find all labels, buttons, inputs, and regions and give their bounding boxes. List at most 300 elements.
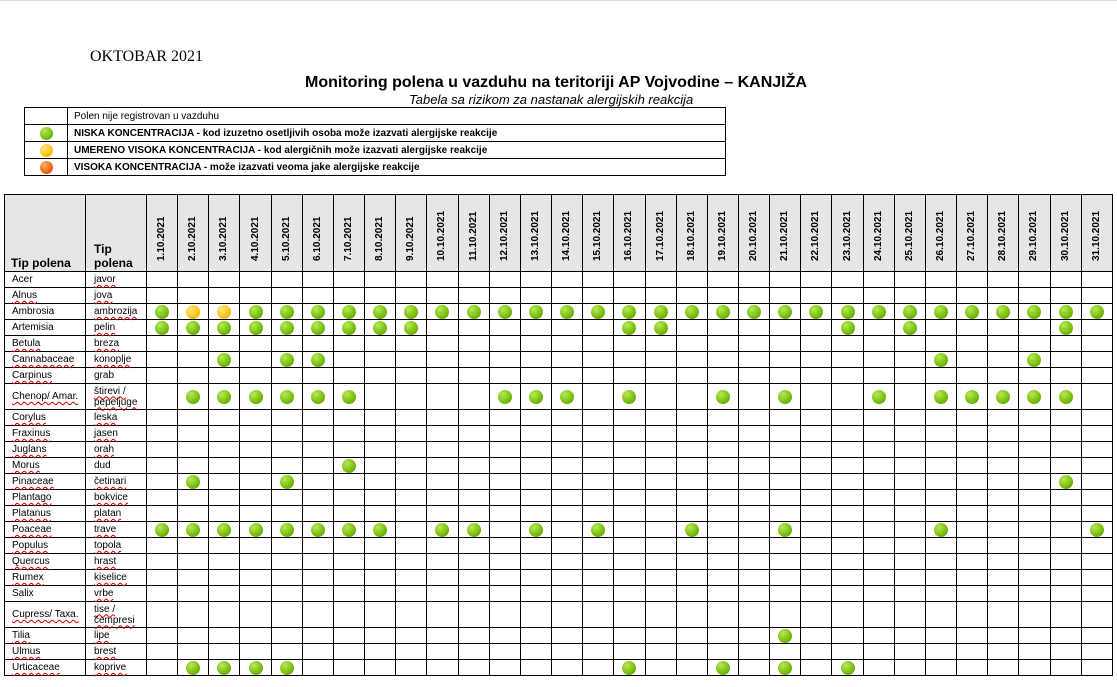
day-cell (552, 320, 583, 336)
day-cell (645, 586, 676, 602)
pollen-local-name (86, 644, 147, 660)
day-cell (1081, 586, 1112, 602)
day-cell (957, 554, 988, 570)
day-cell (645, 644, 676, 660)
report-month: OKTOBAR 2021 (90, 48, 204, 65)
day-cell (365, 522, 396, 538)
day-cell (863, 602, 894, 628)
date-label: 28.10.2021 (997, 210, 1009, 261)
day-cell (894, 522, 925, 538)
day-cell (925, 660, 956, 676)
day-cell (614, 644, 645, 660)
day-cell (302, 442, 333, 458)
day-cell (894, 442, 925, 458)
pollen-local-name (86, 506, 147, 522)
day-cell (489, 272, 520, 288)
day-cell (302, 352, 333, 368)
day-cell (614, 384, 645, 410)
day-cell (489, 660, 520, 676)
day-cell (552, 490, 583, 506)
day-cell (801, 602, 832, 628)
day-cell (147, 410, 178, 426)
pollen-local-name (86, 288, 147, 304)
low-concentration-dot-icon (560, 390, 574, 404)
day-cell (302, 410, 333, 426)
day-cell (302, 490, 333, 506)
pollen-latin-name (5, 410, 86, 426)
day-cell (209, 320, 240, 336)
pollen-latin-text: Acer (12, 274, 33, 285)
day-cell (240, 320, 271, 336)
day-cell (147, 272, 178, 288)
day-cell (770, 554, 801, 570)
day-cell (458, 586, 489, 602)
pollen-latin-name (5, 288, 86, 304)
day-cell (738, 304, 769, 320)
day-cell (1050, 336, 1081, 352)
day-cell (645, 336, 676, 352)
day-cell (240, 426, 271, 442)
table-row (5, 628, 1113, 644)
day-cell (520, 352, 551, 368)
date-label: 5.10.2021 (280, 216, 292, 261)
day-cell (957, 336, 988, 352)
day-cell (365, 538, 396, 554)
day-cell (801, 368, 832, 384)
day-cell (863, 628, 894, 644)
day-cell (1081, 410, 1112, 426)
day-cell (333, 474, 364, 490)
day-cell (240, 288, 271, 304)
day-cell (427, 570, 458, 586)
day-cell (333, 602, 364, 628)
low-concentration-dot-icon (311, 390, 325, 404)
day-cell (676, 554, 707, 570)
day-cell (489, 522, 520, 538)
day-cell (988, 384, 1019, 410)
day-cell (178, 506, 209, 522)
low-concentration-dot-icon (1027, 305, 1041, 319)
day-cell (583, 458, 614, 474)
low-concentration-dot-icon (373, 321, 387, 335)
day-cell (1050, 586, 1081, 602)
day-cell (396, 644, 427, 660)
low-concentration-dot-icon (249, 390, 263, 404)
day-cell (676, 272, 707, 288)
day-cell (552, 522, 583, 538)
day-cell (583, 288, 614, 304)
date-header (178, 195, 209, 272)
pollen-local-text: koprive (94, 662, 127, 673)
low-concentration-dot-icon (435, 305, 449, 319)
day-cell (676, 442, 707, 458)
pollen-latin-name (5, 320, 86, 336)
date-label: 6.10.2021 (311, 216, 323, 261)
table-row (5, 586, 1113, 602)
pollen-latin-name (5, 352, 86, 368)
day-cell (302, 506, 333, 522)
day-cell (925, 288, 956, 304)
day-cell (209, 442, 240, 458)
day-cell (365, 628, 396, 644)
day-cell (801, 272, 832, 288)
day-cell (645, 570, 676, 586)
day-cell (738, 506, 769, 522)
day-cell (894, 644, 925, 660)
day-cell (801, 288, 832, 304)
day-cell (1019, 410, 1050, 426)
day-cell (925, 586, 956, 602)
pollen-local-name (86, 384, 147, 410)
day-cell (614, 628, 645, 644)
day-cell (707, 522, 738, 538)
day-cell (988, 474, 1019, 490)
day-cell (957, 538, 988, 554)
day-cell (738, 522, 769, 538)
day-cell (333, 304, 364, 320)
day-cell (1050, 538, 1081, 554)
low-concentration-dot-icon (809, 305, 823, 319)
pollen-latin-text: Morus (12, 460, 40, 471)
date-label: 22.10.2021 (810, 210, 822, 261)
day-cell (302, 554, 333, 570)
pollen-local-text: hrast (94, 556, 117, 567)
day-cell (147, 570, 178, 586)
day-cell (770, 426, 801, 442)
low-concentration-dot-icon (467, 523, 481, 537)
pollen-local-name (86, 458, 147, 474)
day-cell (427, 384, 458, 410)
day-cell (925, 490, 956, 506)
day-cell (863, 586, 894, 602)
date-header (1050, 195, 1081, 272)
pollen-local-text: lipe (94, 630, 110, 641)
day-cell (240, 538, 271, 554)
day-cell (365, 506, 396, 522)
day-cell (333, 458, 364, 474)
day-cell (147, 554, 178, 570)
day-cell (209, 506, 240, 522)
page-title: Monitoring polena u vazduhu na teritoriji AP Vojvodine – KANJIŽA (305, 74, 807, 91)
day-cell (240, 660, 271, 676)
low-concentration-dot-icon (996, 390, 1010, 404)
date-label: 1.10.2021 (156, 216, 168, 261)
day-cell (707, 506, 738, 522)
pollen-latin-text: Quercus (12, 556, 50, 567)
pollen-latin-text: Artemisia (12, 322, 54, 333)
day-cell (302, 474, 333, 490)
day-cell (178, 458, 209, 474)
day-cell (676, 586, 707, 602)
day-cell (458, 506, 489, 522)
day-cell (147, 304, 178, 320)
day-cell (863, 570, 894, 586)
day-cell (645, 660, 676, 676)
day-cell (583, 304, 614, 320)
day-cell (147, 336, 178, 352)
day-cell (925, 426, 956, 442)
day-cell (271, 458, 302, 474)
day-cell (458, 554, 489, 570)
header-latin-name: Tip polena (5, 195, 86, 272)
day-cell (832, 442, 863, 458)
low-concentration-dot-icon (529, 305, 543, 319)
day-cell (801, 522, 832, 538)
pollen-latin-name (5, 506, 86, 522)
day-cell (396, 554, 427, 570)
day-cell (957, 628, 988, 644)
day-cell (925, 554, 956, 570)
low-concentration-dot-icon (654, 321, 668, 335)
day-cell (458, 644, 489, 660)
low-concentration-dot-icon (841, 661, 855, 675)
day-cell (1081, 336, 1112, 352)
day-cell (957, 586, 988, 602)
day-cell (427, 458, 458, 474)
day-cell (988, 304, 1019, 320)
day-cell (583, 506, 614, 522)
page-top-border (0, 0, 1117, 1)
pollen-local-name (86, 490, 147, 506)
day-cell (1081, 458, 1112, 474)
low-concentration-dot-icon (217, 523, 231, 537)
day-cell (583, 570, 614, 586)
date-header (832, 195, 863, 272)
pollen-local-name (86, 320, 147, 336)
table-row (5, 410, 1113, 426)
day-cell (458, 474, 489, 490)
day-cell (271, 538, 302, 554)
day-cell (738, 410, 769, 426)
day-cell (302, 644, 333, 660)
day-cell (988, 458, 1019, 474)
day-cell (801, 410, 832, 426)
low-concentration-dot-icon (934, 305, 948, 319)
day-cell (365, 586, 396, 602)
day-cell (209, 586, 240, 602)
low-concentration-dot-icon (591, 523, 605, 537)
day-cell (1019, 384, 1050, 410)
day-cell (396, 522, 427, 538)
day-cell (209, 602, 240, 628)
pollen-local-text: ambrozija (94, 306, 138, 317)
day-cell (770, 628, 801, 644)
day-cell (209, 384, 240, 410)
day-cell (333, 384, 364, 410)
day-cell (271, 570, 302, 586)
pollen-latin-name (5, 570, 86, 586)
day-cell (1081, 442, 1112, 458)
day-cell (1019, 522, 1050, 538)
day-cell (333, 506, 364, 522)
day-cell (178, 538, 209, 554)
low-concentration-dot-icon (280, 305, 294, 319)
day-cell (583, 474, 614, 490)
day-cell (458, 272, 489, 288)
day-cell (863, 384, 894, 410)
day-cell (676, 490, 707, 506)
day-cell (240, 352, 271, 368)
low-concentration-dot-icon (965, 305, 979, 319)
day-cell (770, 304, 801, 320)
day-cell (333, 368, 364, 384)
pollen-latin-name (5, 368, 86, 384)
day-cell (583, 336, 614, 352)
day-cell (209, 410, 240, 426)
day-cell (209, 272, 240, 288)
pollen-local-name (86, 570, 147, 586)
day-cell (738, 554, 769, 570)
day-cell (863, 352, 894, 368)
day-cell (333, 570, 364, 586)
day-cell (1050, 628, 1081, 644)
low-concentration-dot-icon (435, 523, 449, 537)
pollen-latin-text: Fraxinus (12, 428, 51, 439)
day-cell (894, 554, 925, 570)
day-cell (863, 538, 894, 554)
day-cell (302, 522, 333, 538)
low-concentration-dot-icon (311, 305, 325, 319)
table-row (5, 288, 1113, 304)
day-cell (427, 288, 458, 304)
day-cell (365, 352, 396, 368)
day-cell (427, 602, 458, 628)
date-label: 27.10.2021 (966, 210, 978, 261)
day-cell (489, 474, 520, 490)
day-cell (209, 554, 240, 570)
day-cell (489, 602, 520, 628)
day-cell (957, 522, 988, 538)
low-concentration-dot-icon (622, 305, 636, 319)
day-cell (552, 602, 583, 628)
pollen-local-text: javor (94, 274, 116, 285)
date-header (863, 195, 894, 272)
day-cell (894, 320, 925, 336)
pollen-local-text: topola (94, 540, 122, 551)
day-cell (738, 458, 769, 474)
page-subtitle: Tabela sa rizikom za nastanak alergijskih reakcija (409, 92, 694, 107)
day-cell (1019, 426, 1050, 442)
day-cell (147, 458, 178, 474)
day-cell (271, 426, 302, 442)
day-cell (427, 522, 458, 538)
day-cell (988, 410, 1019, 426)
day-cell (271, 442, 302, 458)
header-local-name: Tip polena (86, 195, 147, 272)
day-cell (645, 458, 676, 474)
day-cell (988, 506, 1019, 522)
legend-icon-cell (25, 142, 68, 159)
day-cell (178, 474, 209, 490)
day-cell (988, 570, 1019, 586)
day-cell (676, 368, 707, 384)
day-cell (925, 410, 956, 426)
day-cell (583, 538, 614, 554)
day-cell (645, 628, 676, 644)
day-cell (489, 628, 520, 644)
day-cell (925, 384, 956, 410)
day-cell (770, 570, 801, 586)
day-cell (333, 272, 364, 288)
day-cell (333, 410, 364, 426)
pollen-local-name (86, 602, 147, 628)
day-cell (489, 352, 520, 368)
day-cell (738, 352, 769, 368)
day-cell (552, 660, 583, 676)
table-row (5, 442, 1113, 458)
day-cell (427, 368, 458, 384)
date-header (894, 195, 925, 272)
day-cell (1050, 474, 1081, 490)
day-cell (520, 628, 551, 644)
pollen-latin-name (5, 522, 86, 538)
day-cell (614, 506, 645, 522)
day-cell (894, 586, 925, 602)
day-cell (1081, 602, 1112, 628)
day-cell (520, 570, 551, 586)
legend-icon-cell (25, 108, 68, 125)
day-cell (707, 320, 738, 336)
day-cell (770, 660, 801, 676)
day-cell (458, 368, 489, 384)
pollen-latin-name (5, 442, 86, 458)
day-cell (614, 490, 645, 506)
day-cell (427, 506, 458, 522)
day-cell (1050, 288, 1081, 304)
low-concentration-dot-icon (622, 661, 636, 675)
day-cell (583, 522, 614, 538)
table-row (5, 554, 1113, 570)
day-cell (520, 304, 551, 320)
day-cell (676, 644, 707, 660)
day-cell (1050, 490, 1081, 506)
day-cell (1081, 628, 1112, 644)
day-cell (178, 304, 209, 320)
day-cell (1019, 442, 1050, 458)
day-cell (988, 554, 1019, 570)
day-cell (427, 554, 458, 570)
pollen-latin-text: Corylus (12, 412, 46, 423)
day-cell (832, 336, 863, 352)
low-concentration-dot-icon (280, 523, 294, 537)
pollen-latin-name (5, 538, 86, 554)
day-cell (988, 644, 1019, 660)
day-cell (832, 474, 863, 490)
pollen-local-name (86, 474, 147, 490)
pollen-latin-text: Ulmus (12, 646, 41, 657)
day-cell (770, 586, 801, 602)
day-cell (209, 660, 240, 676)
day-cell (458, 538, 489, 554)
day-cell (676, 384, 707, 410)
day-cell (1050, 304, 1081, 320)
day-cell (583, 628, 614, 644)
pollen-local-name (86, 336, 147, 352)
day-cell (427, 660, 458, 676)
low-concentration-dot-icon (186, 390, 200, 404)
day-cell (1019, 644, 1050, 660)
table-row (5, 474, 1113, 490)
day-cell (1019, 474, 1050, 490)
legend-text: Polen nije registrovan u vazduhu (68, 108, 726, 125)
day-cell (894, 538, 925, 554)
pollen-local-text: štirevi / pepeljuge (94, 385, 138, 408)
day-cell (489, 384, 520, 410)
low-concentration-dot-icon (934, 523, 948, 537)
day-cell (240, 506, 271, 522)
day-cell (240, 570, 271, 586)
table-row (5, 384, 1113, 410)
